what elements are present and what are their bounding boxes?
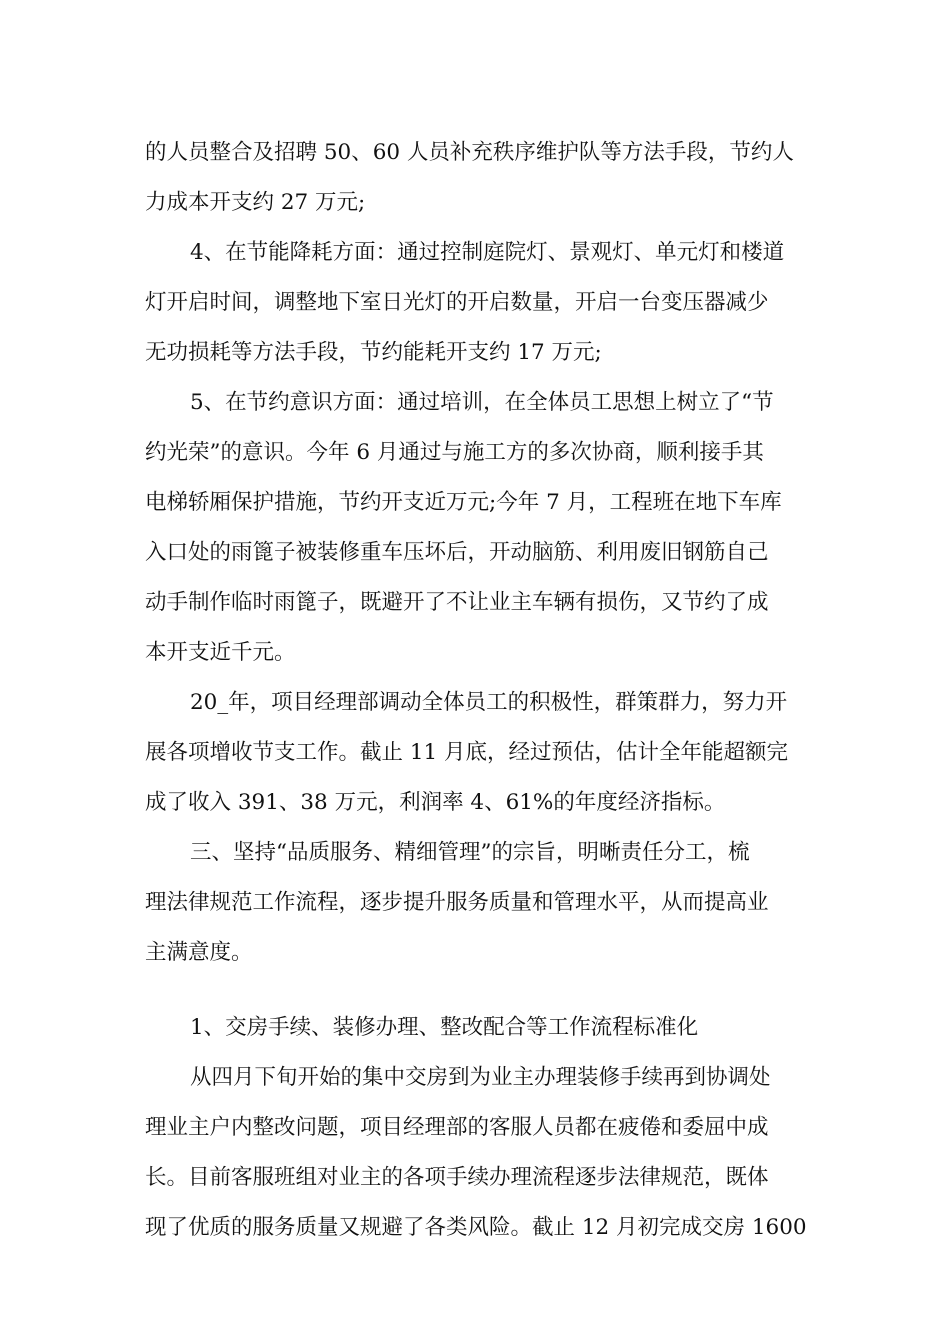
text-line: 灯开启时间，调整地下室日光灯的开启数量，开启一台变压器减少 (145, 290, 769, 315)
text-line: 长。目前客服班组对业主的各项手续办理流程逐步法律规范，既体 (145, 1165, 769, 1190)
text-line: 的人员整合及招聘 50、60 人员补充秩序维护队等方法手段，节约人 (145, 140, 794, 165)
text-line: 力成本开支约 27 万元; (145, 190, 366, 215)
text-line: 理业主户内整改问题，项目经理部的客服人员都在疲倦和委屈中成 (145, 1115, 769, 1140)
text-line: 主满意度。 (145, 940, 253, 965)
paragraph-start-line: 4、在节能降耗方面：通过控制庭院灯、景观灯、单元灯和楼道 (190, 240, 785, 265)
text-line: 无功损耗等方法手段，节约能耗开支约 17 万元; (145, 340, 602, 365)
text-line: 成了收入 391、38 万元，利润率 4、61%的年度经济指标。 (145, 790, 726, 815)
paragraph-start-line: 20_年，项目经理部调动全体员工的积极性，群策群力，努力开 (190, 690, 788, 715)
section-heading-line: 三、坚持“品质服务、精细管理”的宗旨，明晰责任分工，梳 (190, 840, 750, 865)
paragraph-start-line: 5、在节约意识方面：通过培训，在全体员工思想上树立了“节 (190, 390, 774, 415)
text-line: 现了优质的服务质量又规避了各类风险。截止 12 月初完成交房 1600 (145, 1215, 807, 1240)
text-line: 约光荣”的意识。今年 6 月通过与施工方的多次协商，顺利接手其 (145, 440, 764, 465)
text-line: 本开支近千元。 (145, 640, 296, 665)
text-line: 电梯轿厢保护措施，节约开支近万元;今年 7 月，工程班在地下车库 (145, 490, 782, 515)
text-line: 理法律规范工作流程，逐步提升服务质量和管理水平，从而提高业 (145, 890, 769, 915)
paragraph-start-line: 从四月下旬开始的集中交房到为业主办理装修手续再到协调处 (190, 1065, 771, 1090)
text-line: 入口处的雨篦子被装修重车压坏后，开动脑筋、利用废旧钢筋自己 (145, 540, 769, 565)
text-line: 动手制作临时雨篦子，既避开了不让业主车辆有损伤，又节约了成 (145, 590, 769, 615)
text-line: 展各项增收节支工作。截止 11 月底，经过预估，估计全年能超额完 (145, 740, 789, 765)
subsection-heading-line: 1、交房手续、装修办理、整改配合等工作流程标准化 (190, 1015, 699, 1040)
